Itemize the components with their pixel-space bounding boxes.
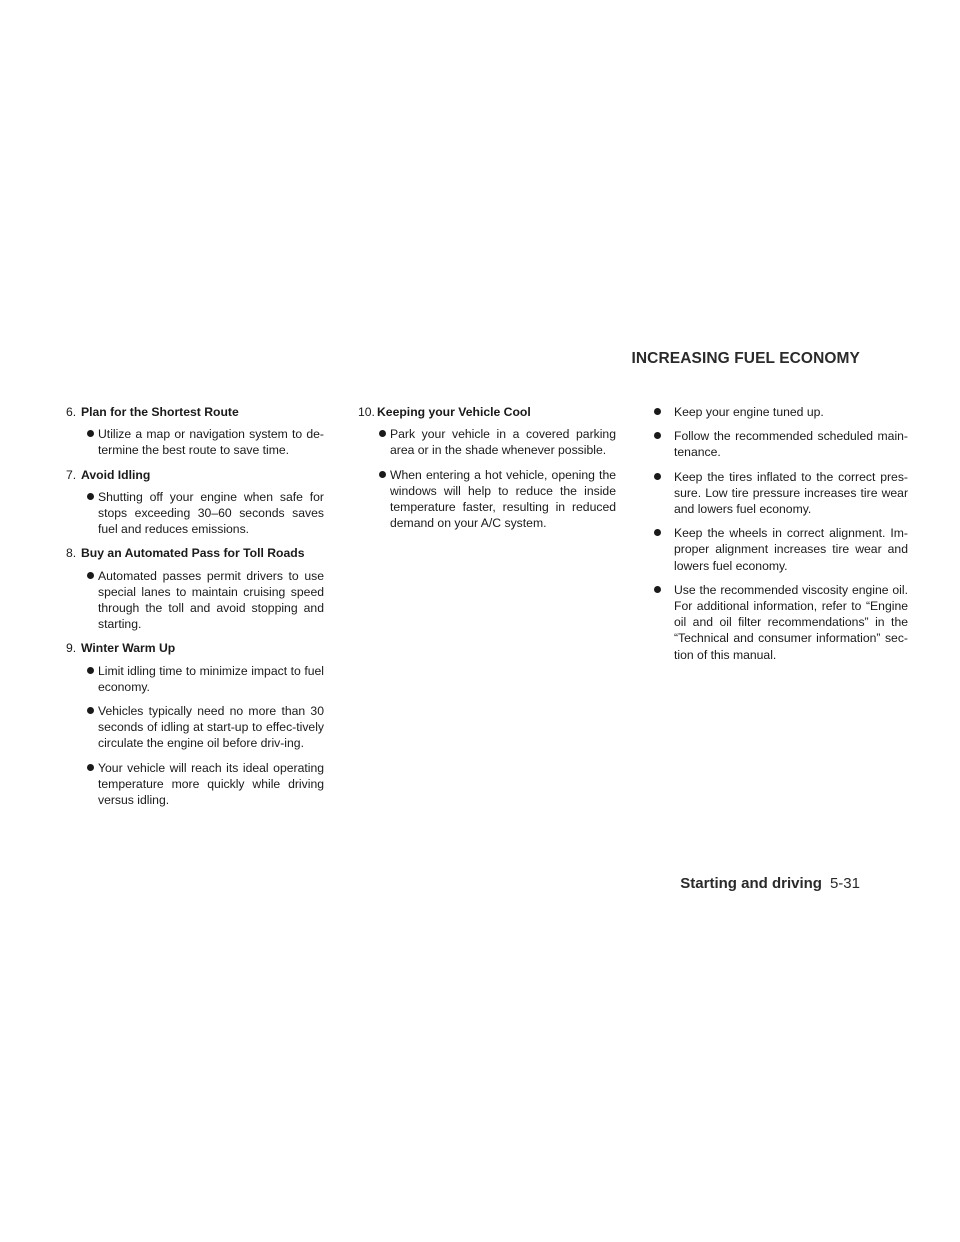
tip-number: 7. (66, 467, 77, 482)
tip-item-9 (66, 640, 324, 808)
bullet-item (66, 760, 324, 809)
tip-item-8 (66, 545, 324, 632)
page-number: 5-31 (829, 875, 860, 892)
bullet-icon (654, 586, 661, 593)
bullet-text: Use the recommended viscosity engine oil. For additional information, refer to “Engine oil and oil filter recommendations” in the “Technical and consumer information” sec-tion of this manual. (674, 582, 908, 662)
tip-number: 8. (66, 546, 77, 561)
tip-heading (66, 404, 324, 420)
bullet-item (650, 582, 908, 663)
bullet-list (358, 426, 616, 531)
tip-item-6 (66, 404, 324, 459)
bullet-icon (87, 667, 94, 674)
bullet-text: Limit idling time to minimize impact to fuel economy. (98, 663, 324, 694)
tip-item-7 (66, 467, 324, 538)
tip-heading (66, 545, 324, 561)
bullet-icon (87, 764, 94, 771)
bullet-icon (87, 430, 94, 437)
column-2 (358, 404, 616, 539)
bullet-item (358, 426, 616, 458)
section-title: INCREASING FUEL ECONOMY (631, 350, 860, 367)
bullet-text: Automated passes permit drivers to use special lanes to maintain cruising speed through the toll and avoid stopping and starting. (98, 568, 324, 632)
tip-item-10 (358, 404, 616, 531)
tip-title: Keeping your Vehicle Cool (377, 405, 531, 419)
bullet-list (66, 663, 324, 809)
bullet-icon (379, 471, 386, 478)
bullet-item (66, 568, 324, 633)
bullet-icon (654, 473, 661, 480)
bullet-text: Park your vehicle in a covered parking area or in the shade whenever possible. (390, 427, 616, 458)
bullet-item (66, 426, 324, 458)
bullet-item (66, 703, 324, 752)
bullet-text: Keep the wheels in correct alignment. Im-proper alignment increases tire wear and lowers fuel economy. (674, 526, 908, 573)
bullet-item (650, 428, 908, 460)
bullet-icon (379, 430, 386, 437)
footer-section-title: Starting and driving (680, 875, 822, 892)
bullet-list (650, 404, 908, 663)
bullet-item (650, 469, 908, 518)
bullet-text: Keep your engine tuned up. (674, 405, 824, 419)
bullet-icon (87, 493, 94, 500)
tip-title: Plan for the Shortest Route (81, 405, 239, 419)
tip-number: 10. (358, 405, 375, 419)
bullet-text: Shutting off your engine when safe for stops exceeding 30–60 seconds saves fuel and reduces emissions. (98, 489, 324, 537)
bullet-list (66, 568, 324, 633)
bullet-list (66, 489, 324, 538)
bullet-text: Keep the tires inflated to the correct pres-sure. Low tire pressure increases tire wear and lowers fuel economy. (674, 469, 908, 517)
tip-title: Avoid Idling (81, 467, 151, 482)
bullet-text: Utilize a map or navigation system to de-termine the best route to save time. (98, 427, 324, 458)
bullet-list (66, 426, 324, 458)
bullet-item (358, 467, 616, 532)
bullet-icon (654, 432, 661, 439)
tip-heading (66, 467, 324, 483)
bullet-item (650, 404, 908, 420)
column-1 (66, 404, 324, 816)
bullet-icon (87, 572, 94, 579)
bullet-icon (654, 408, 661, 415)
bullet-text: Follow the recommended scheduled main-tenance. (674, 429, 908, 460)
column-3 (650, 404, 908, 671)
tip-title: Winter Warm Up (81, 641, 176, 656)
bullet-text: When entering a hot vehicle, opening the windows will help to reduce the inside temperature faster, resulting in reduced demand on your A/C system. (390, 467, 616, 531)
page-footer (680, 875, 860, 892)
bullet-text: Your vehicle will reach its ideal operating temperature more quickly while driving versus idling. (98, 760, 324, 808)
bullet-item (66, 663, 324, 695)
bullet-text: Vehicles typically need no more than 30 seconds of idling at start-up to effec-tively circulate the engine oil before driv-ing. (98, 704, 324, 751)
bullet-item (650, 525, 908, 574)
tip-heading (358, 404, 616, 420)
bullet-icon (87, 707, 94, 714)
tip-number: 6. (66, 405, 77, 419)
bullet-icon (654, 529, 661, 536)
bullet-item (66, 489, 324, 538)
tip-title: Buy an Automated Pass for Toll Roads (81, 546, 305, 561)
tip-number: 9. (66, 641, 77, 656)
tip-heading (66, 640, 324, 656)
